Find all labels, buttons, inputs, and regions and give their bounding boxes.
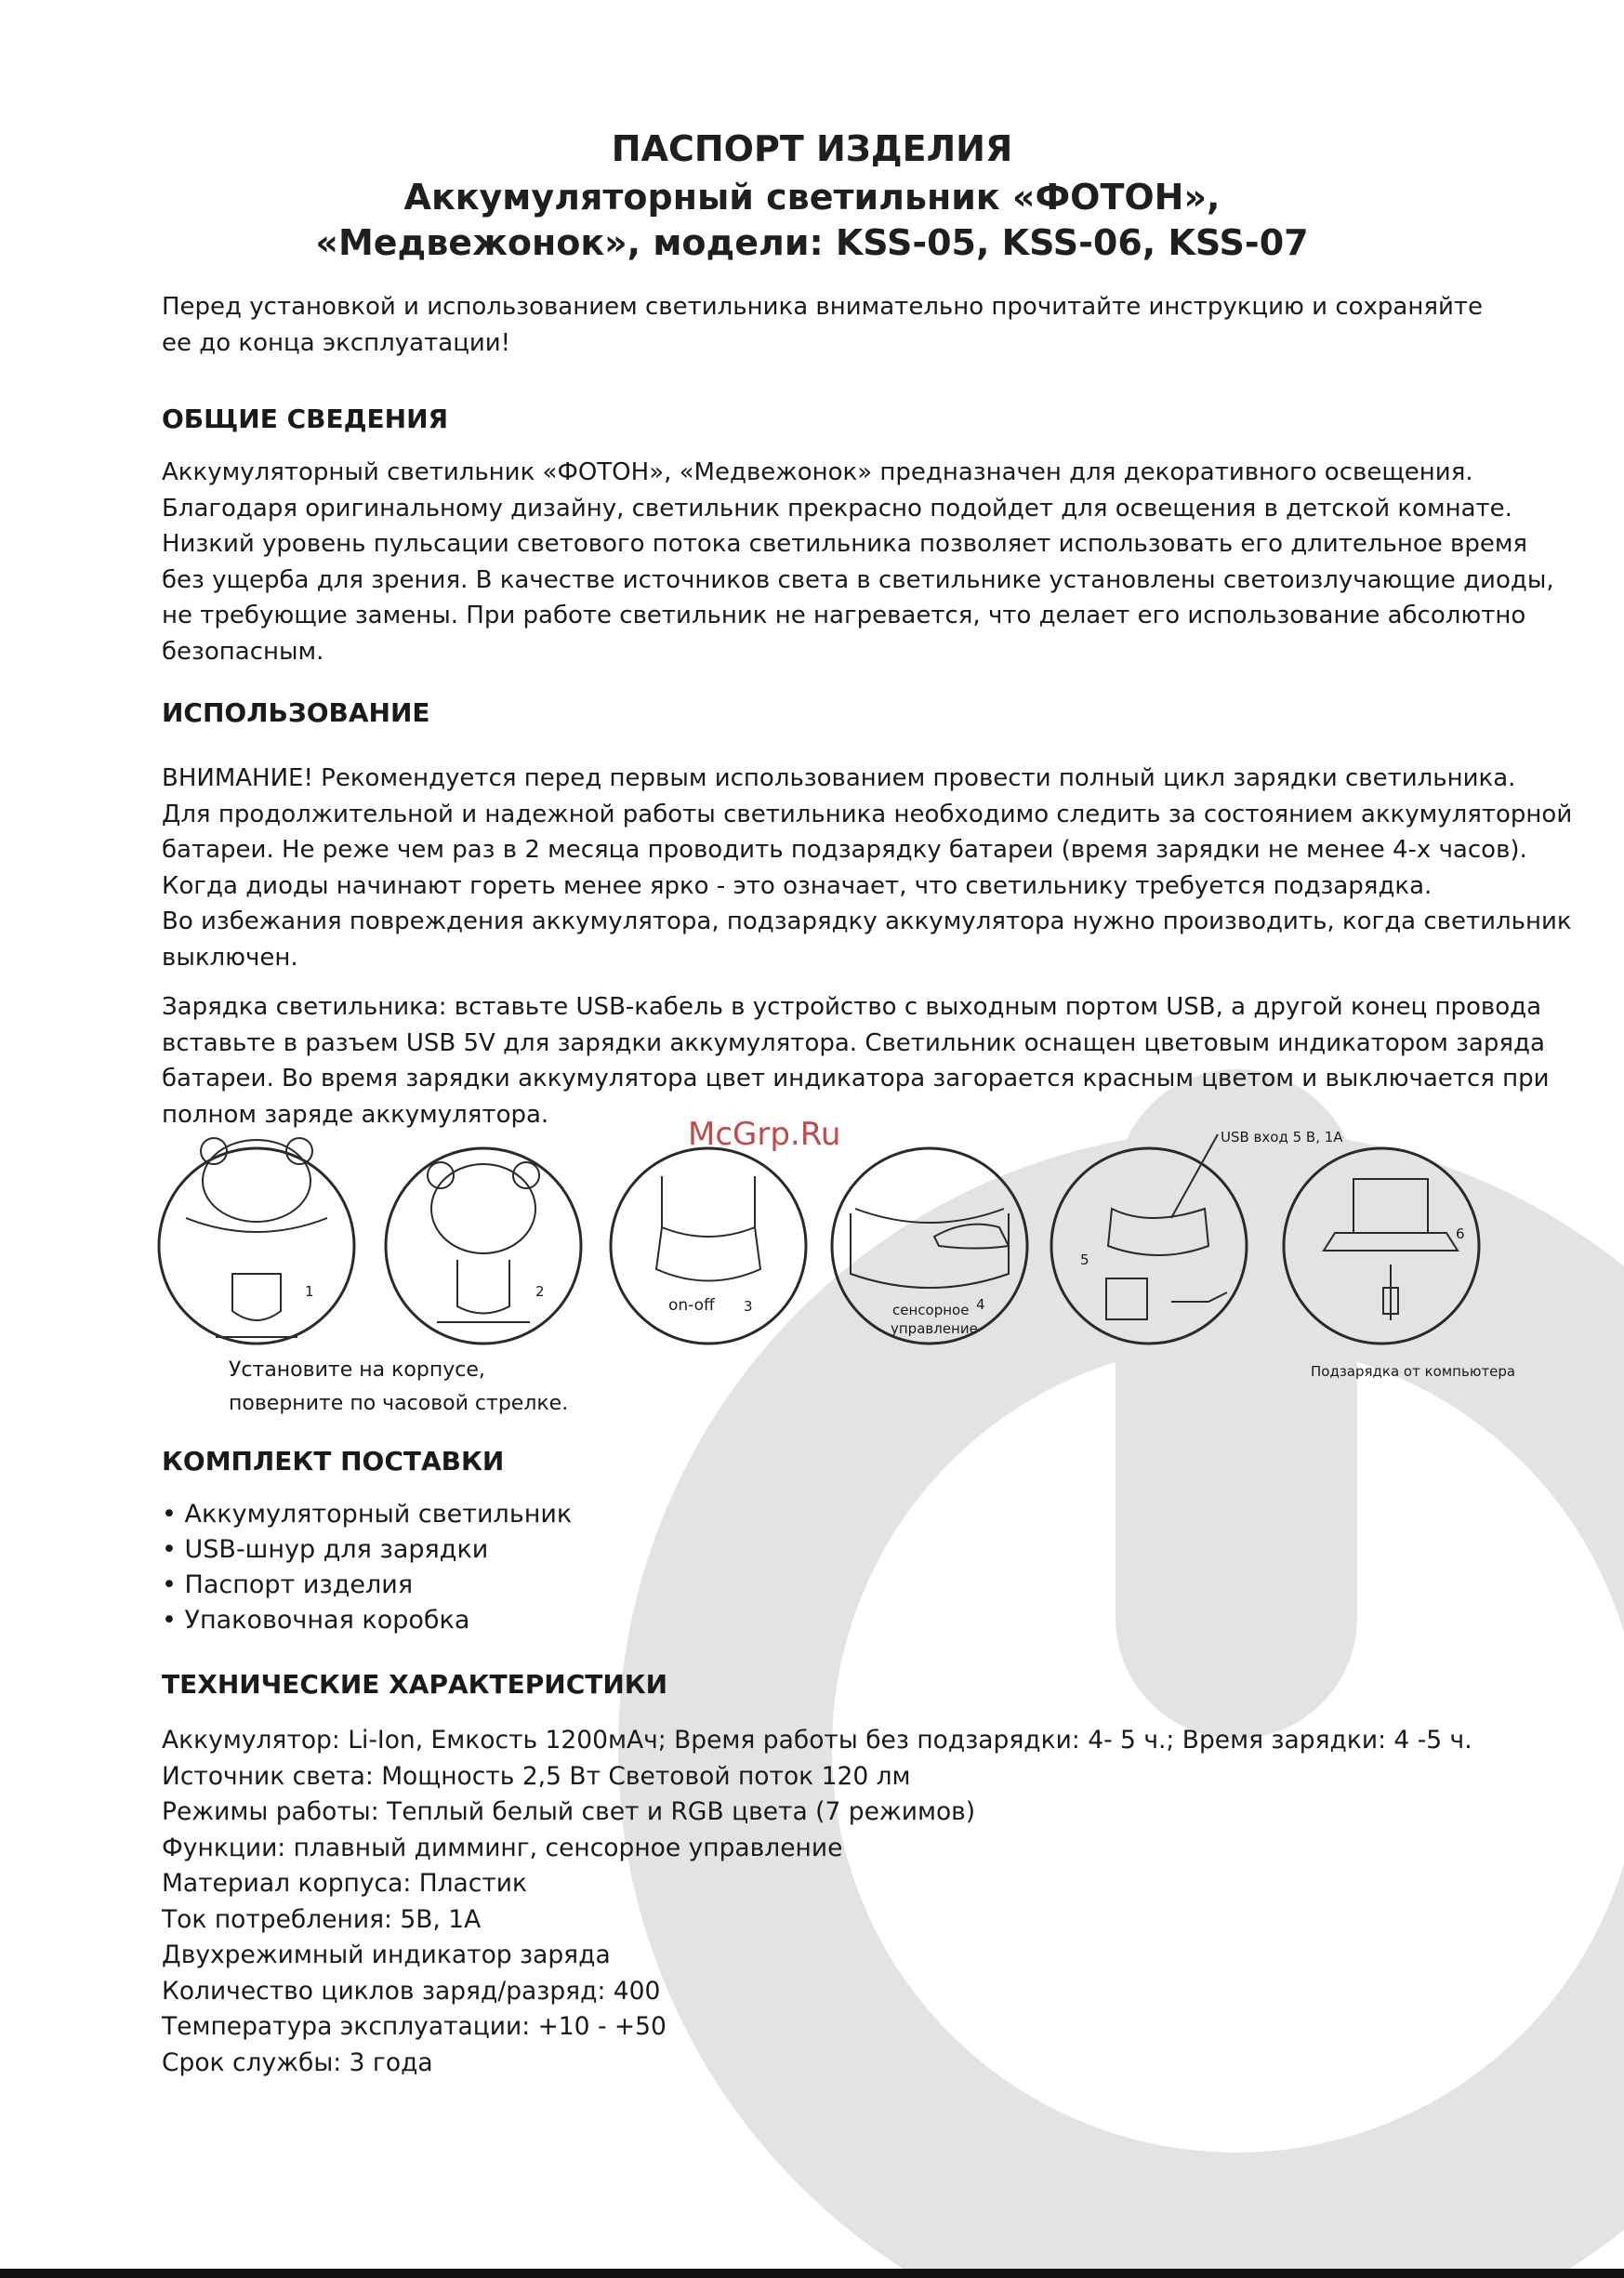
text-line: не требующие замены. При работе светильник не нагревается, что делает его использование абсолютно — [162, 602, 1526, 629]
step-number-2: 2 — [535, 1283, 545, 1300]
spec-line: Источник света: Мощность 2,5 Вт Световой поток 120 лм — [162, 1761, 911, 1791]
text-line: батареи. Не реже чем раз в 2 месяца проводить подзарядку батареи (время зарядки не менее 4-х часов). — [162, 836, 1527, 864]
text-line: выключен. — [162, 943, 298, 972]
step-2-illustration — [386, 1148, 581, 1344]
text-line: Во избежания повреждения аккумулятора, подзарядку аккумулятора нужно производить, когда светильник — [162, 907, 1572, 935]
text-line: безопасным. — [162, 637, 324, 666]
doc-title: ПАСПОРТ ИЗДЕЛИЯ — [611, 128, 1013, 169]
step-1-illustration — [159, 1138, 354, 1344]
section-heading-specs: ТЕХНИЧЕСКИЕ ХАРАКТЕРИСТИКИ — [162, 1669, 668, 1700]
list-item: • Упаковочная коробка — [162, 1603, 572, 1638]
text-line: Аккумуляторный светильник «ФОТОН», «Медвежонок» предназначен для декоративного освещения. — [162, 458, 1473, 486]
bottom-border — [0, 2269, 1624, 2278]
list-item: • USB-шнур для зарядки — [162, 1532, 572, 1568]
spec-line: Температура эксплуатации: +10 - +50 — [162, 2012, 667, 2041]
text-line: Когда диоды начинают гореть менее ярко - это означает, что светильнику требуется подзарядка. — [162, 871, 1433, 900]
general-paragraph — [162, 455, 1554, 669]
caption-pc-charging: Подзарядка от компьютера — [1311, 1363, 1516, 1380]
list-item: • Аккумуляторный светильник — [162, 1497, 572, 1532]
spec-line: Режимы работы: Теплый белый свет и RGB цвета (7 режимов) — [162, 1797, 976, 1826]
spec-line: Количество циклов заряд/разряд: 400 — [162, 1976, 661, 2006]
text-line: Для продолжительной и надежной работы светильника необходимо следить за состоянием аккумуляторной — [162, 800, 1573, 828]
text-line: поверните по часовой стрелке. — [229, 1392, 569, 1415]
text-line: Установите на корпусе, — [229, 1358, 485, 1382]
step-number-1: 1 — [305, 1283, 314, 1300]
spec-line: Ток потребления: 5В, 1А — [162, 1904, 482, 1934]
text-line: полном заряде аккумулятора. — [162, 1100, 549, 1129]
list-item: • Паспорт изделия — [162, 1568, 572, 1603]
text-line: вставьте в разъем USB 5V для зарядки аккумулятора. Светильник оснащен цветовым индикатором заряда — [162, 1028, 1545, 1057]
specs-paragraph — [162, 1723, 1482, 2081]
text-line: батареи. Во время зарядки аккумулятора цвет индикатора загорается красным цветом и выключается при — [162, 1065, 1550, 1093]
usage-paragraph — [162, 761, 1573, 975]
text-line: Перед установкой и использованием светильника внимательно прочитайте инструкцию и сохраняйте — [162, 293, 1484, 321]
spec-line: Двухрежимный индикатор заряда — [162, 1940, 611, 1969]
label-touch-2: управление — [891, 1320, 978, 1337]
text-line: ее до конца эксплуатации! — [162, 328, 511, 357]
step-6-illustration — [1284, 1148, 1479, 1344]
caption-install — [229, 1354, 568, 1421]
section-heading-kit: КОМПЛЕКТ ПОСТАВКИ — [162, 1446, 505, 1477]
step-number-5: 5 — [1080, 1252, 1089, 1268]
spec-line: Материал корпуса: Пластик — [162, 1869, 528, 1898]
site-watermark: McGrp.Ru — [688, 1116, 841, 1153]
text-line: Низкий уровень пульсации светового потока светильника позволяет использовать его длительное время — [162, 530, 1528, 558]
spec-line: Срок службы: 3 года — [162, 2047, 433, 2077]
kit-list — [162, 1497, 572, 1638]
step-5-illustration — [1051, 1134, 1247, 1344]
step-number-3: 3 — [744, 1298, 753, 1315]
step-number-4: 4 — [976, 1296, 985, 1313]
spec-line: Функции: плавный димминг, сенсорное управление — [162, 1833, 843, 1862]
doc-subtitle-1: Аккумуляторный светильник «ФОТОН», — [403, 177, 1221, 218]
step-number-6: 6 — [1456, 1225, 1465, 1242]
spec-line: Аккумулятор: Li-Ion, Емкость 1200мАч; Время работы без подзарядки: 4- 5 ч.; Время зарядки: 4 -5 ч. — [162, 1726, 1472, 1755]
text-line: Благодаря оригинальному дизайну, светильник прекрасно подойдет для освещения в детской комнате. — [162, 494, 1512, 523]
doc-subtitle-2: «Медвежонок», модели: KSS-05, KSS-06, KSS-07 — [315, 222, 1309, 263]
label-touch-1: сенсорное — [892, 1302, 970, 1318]
text-line: ВНИМАНИЕ! Рекомендуется перед первым использованием провести полный цикл зарядки светильника. — [162, 764, 1516, 792]
intro-paragraph — [162, 289, 1482, 361]
section-heading-general: ОБЩИЕ СВЕДЕНИЯ — [162, 404, 449, 434]
label-on-off: on-off — [668, 1296, 715, 1315]
section-heading-usage: ИСПОЛЬЗОВАНИЕ — [162, 697, 430, 728]
text-line: без ущерба для зрения. В качестве источников света в светильнике установлены светоизлучающие диоды, — [162, 565, 1554, 594]
label-usb-input: USB вход 5 В, 1А — [1221, 1129, 1343, 1146]
text-line: Зарядка светильника: вставьте USB-кабель в устройство с выходным портом USB, а другой конец провода — [162, 993, 1542, 1021]
